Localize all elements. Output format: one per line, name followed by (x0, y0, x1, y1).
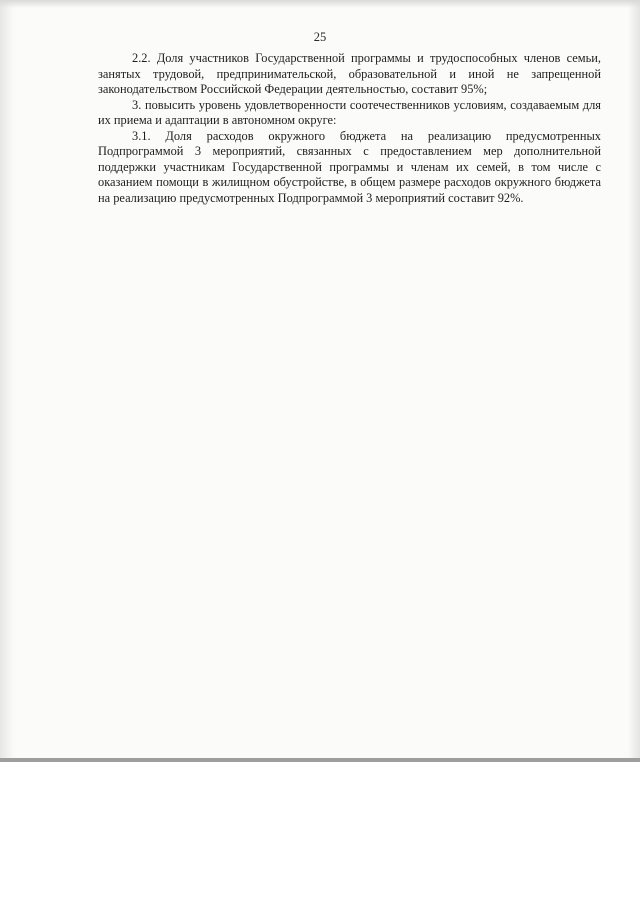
page-number: 25 (313, 30, 327, 44)
paragraph-3-1: 3.1. Доля расходов окружного бюджета на реализацию предусмотренных Подпрограммой 3 мероприятий, связанных с предоставлением мер дополнительной поддержки участникам Государственной программы и членам их семей, в том числе с оказанием помощи в жилищном обустройстве, в общем размере расходов окружного бюджета на реализацию предусмотренных Подпрограммой 3 мероприятий составит 92%. (98, 128, 601, 205)
scan-shadow-left (0, 0, 16, 762)
scan-bottom-edge (0, 758, 640, 762)
scan-shadow-right (628, 0, 640, 762)
paragraph-2-2: 2.2. Доля участников Государственной программы и трудоспособных членов семьи, занятых трудовой, предпринимательской, образовательной и иной не запрещенной законодательством Российской Федерации деятельностью, составит 95%; (98, 51, 601, 96)
document-body (98, 51, 601, 206)
scan-shadow-top (0, 0, 640, 8)
paragraph-3: 3. повысить уровень удовлетворенности соотечественников условиям, создаваемым для их приема и адаптации в автономном округе: (98, 97, 601, 127)
